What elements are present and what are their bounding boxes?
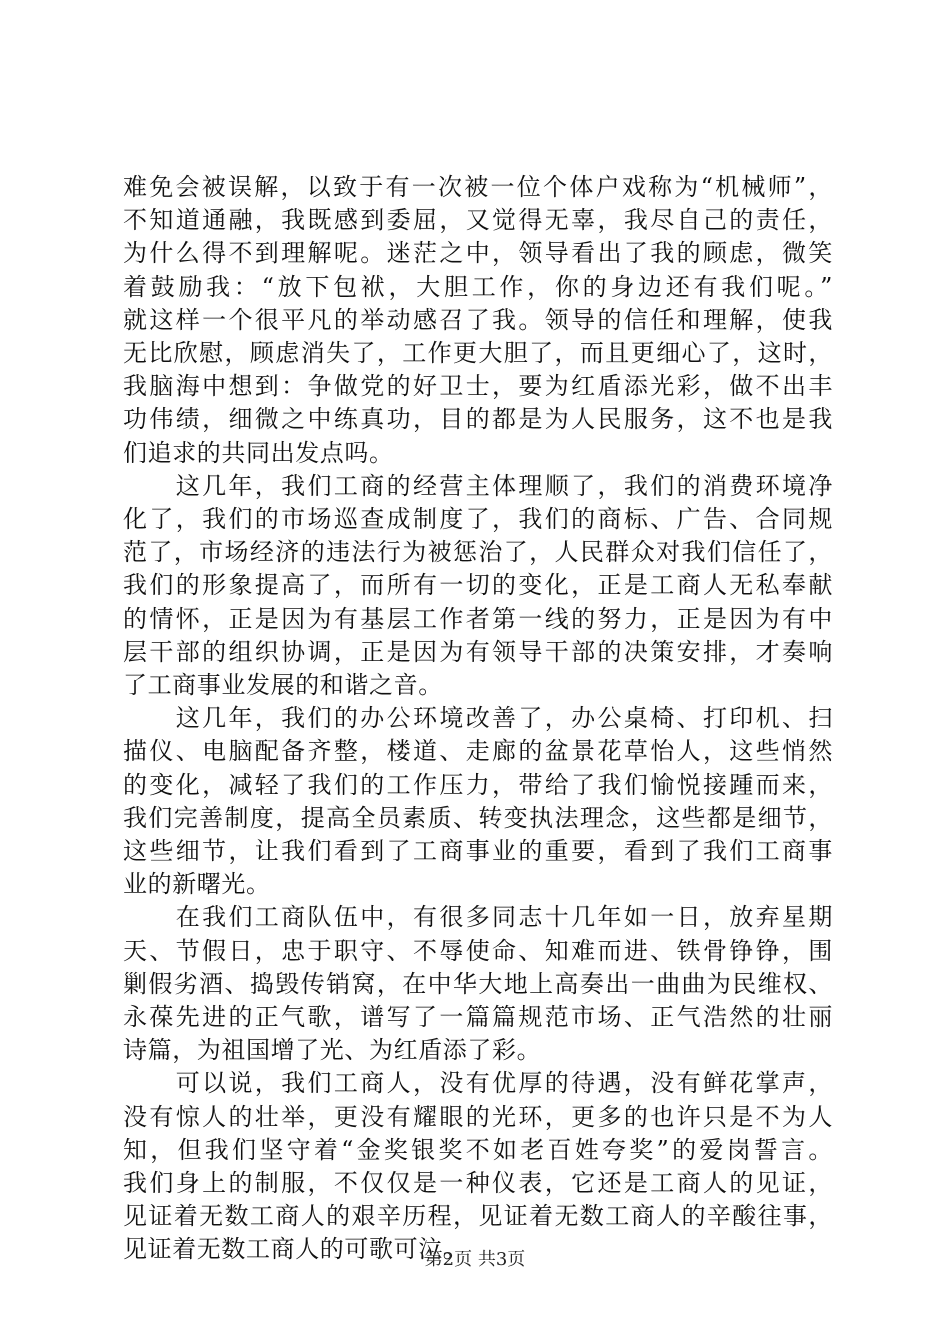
text-line: 了工商事业发展的和谐之音。 bbox=[123, 671, 443, 699]
text-line: 就这样一个很平凡的举动感召了我。领导的信任和理解，使我 bbox=[123, 305, 833, 334]
text-line: 见证着无数工商人的艰辛历程，见证着无数工商人的辛酸往事， bbox=[123, 1202, 833, 1231]
text-line: 为什么得不到理解呢。迷茫之中，领导看出了我的顾虑，微笑 bbox=[123, 239, 833, 268]
text-line: 的情怀，正是因为有基层工作者第一线的努力，正是因为有中 bbox=[123, 604, 833, 633]
text-line: 描仪、电脑配备齐整，楼道、走廊的盆景花草怡人，这些悄然 bbox=[123, 737, 833, 766]
text-line: 天、节假日，忠于职守、不辱使命、知难而进、铁骨铮铮，围 bbox=[123, 936, 833, 965]
text-line: 这几年，我们工商的经营主体理顺了，我们的消费环境净 bbox=[123, 471, 833, 500]
text-line: 剿假劣酒、捣毁传销窝，在中华大地上高奏出一曲曲为民维权、 bbox=[123, 969, 833, 998]
text-line: 的变化，减轻了我们的工作压力，带给了我们愉悦接踵而来， bbox=[123, 770, 833, 799]
text-line: 难免会被误解，以致于有一次被一位个体户戏称为“机械师”， bbox=[123, 173, 833, 201]
text-line: 诗篇，为祖国增了光、为红盾添了彩。 bbox=[123, 1036, 542, 1065]
text-line: 可以说，我们工商人，没有优厚的待遇，没有鲜花掌声， bbox=[123, 1069, 833, 1098]
text-line: 知，但我们坚守着“金奖银奖不如老百姓夸奖”的爱岗誓言。 bbox=[123, 1135, 833, 1164]
text-line: 无比欣慰，顾虑消失了，工作更大胆了，而且更细心了，这时， bbox=[123, 339, 833, 367]
text-line: 们追求的共同出发点吗。 bbox=[123, 438, 394, 467]
text-line: 永葆先进的正气歌，谱写了一篇篇规范市场、正气浩然的壮丽 bbox=[123, 1003, 833, 1031]
text-line: 化了，我们的市场巡查成制度了，我们的商标、广告、合同规 bbox=[123, 505, 833, 533]
text-line: 我们的形象提高了，而所有一切的变化，正是工商人无私奉献 bbox=[123, 571, 833, 600]
text-line: 业的新曙光。 bbox=[123, 870, 271, 899]
text-line: 我们身上的制服，不仅仅是一种仪表，它还是工商人的见证， bbox=[123, 1169, 833, 1197]
text-line: 层干部的组织协调，正是因为有领导干部的决策安排，才奏响 bbox=[123, 637, 833, 666]
text-line: 不知道通融，我既感到委屈，又觉得无辜，我尽自己的责任， bbox=[123, 206, 833, 235]
text-line: 这些细节，让我们看到了工商事业的重要，看到了我们工商事 bbox=[123, 837, 833, 865]
text-line: 这几年，我们的办公环境改善了，办公桌椅、打印机、扫 bbox=[123, 704, 833, 733]
text-line: 功伟绩，细微之中练真功，目的都是为人民服务，这不也是我 bbox=[123, 405, 833, 434]
text-line: 见证着无数工商人的可歌可泣。 bbox=[123, 1235, 468, 1264]
text-line: 我们完善制度，提高全员素质、转变执法理念，这些都是细节， bbox=[123, 803, 833, 832]
text-line: 没有惊人的壮举，更没有耀眼的光环，更多的也许只是不为人 bbox=[123, 1102, 833, 1131]
text-line: 我脑海中想到：争做党的好卫士，要为红盾添光彩，做不出丰 bbox=[123, 372, 833, 401]
text-line: 在我们工商队伍中，有很多同志十几年如一日，放弃星期 bbox=[123, 903, 833, 932]
text-line: 范了，市场经济的违法行为被惩治了，人民群众对我们信任了， bbox=[123, 538, 833, 567]
page-footer: 第2页 共3页 bbox=[424, 1249, 526, 1270]
text-line: 着鼓励我：“放下包袱，大胆工作，你的身边还有我们呢。” bbox=[123, 272, 833, 301]
